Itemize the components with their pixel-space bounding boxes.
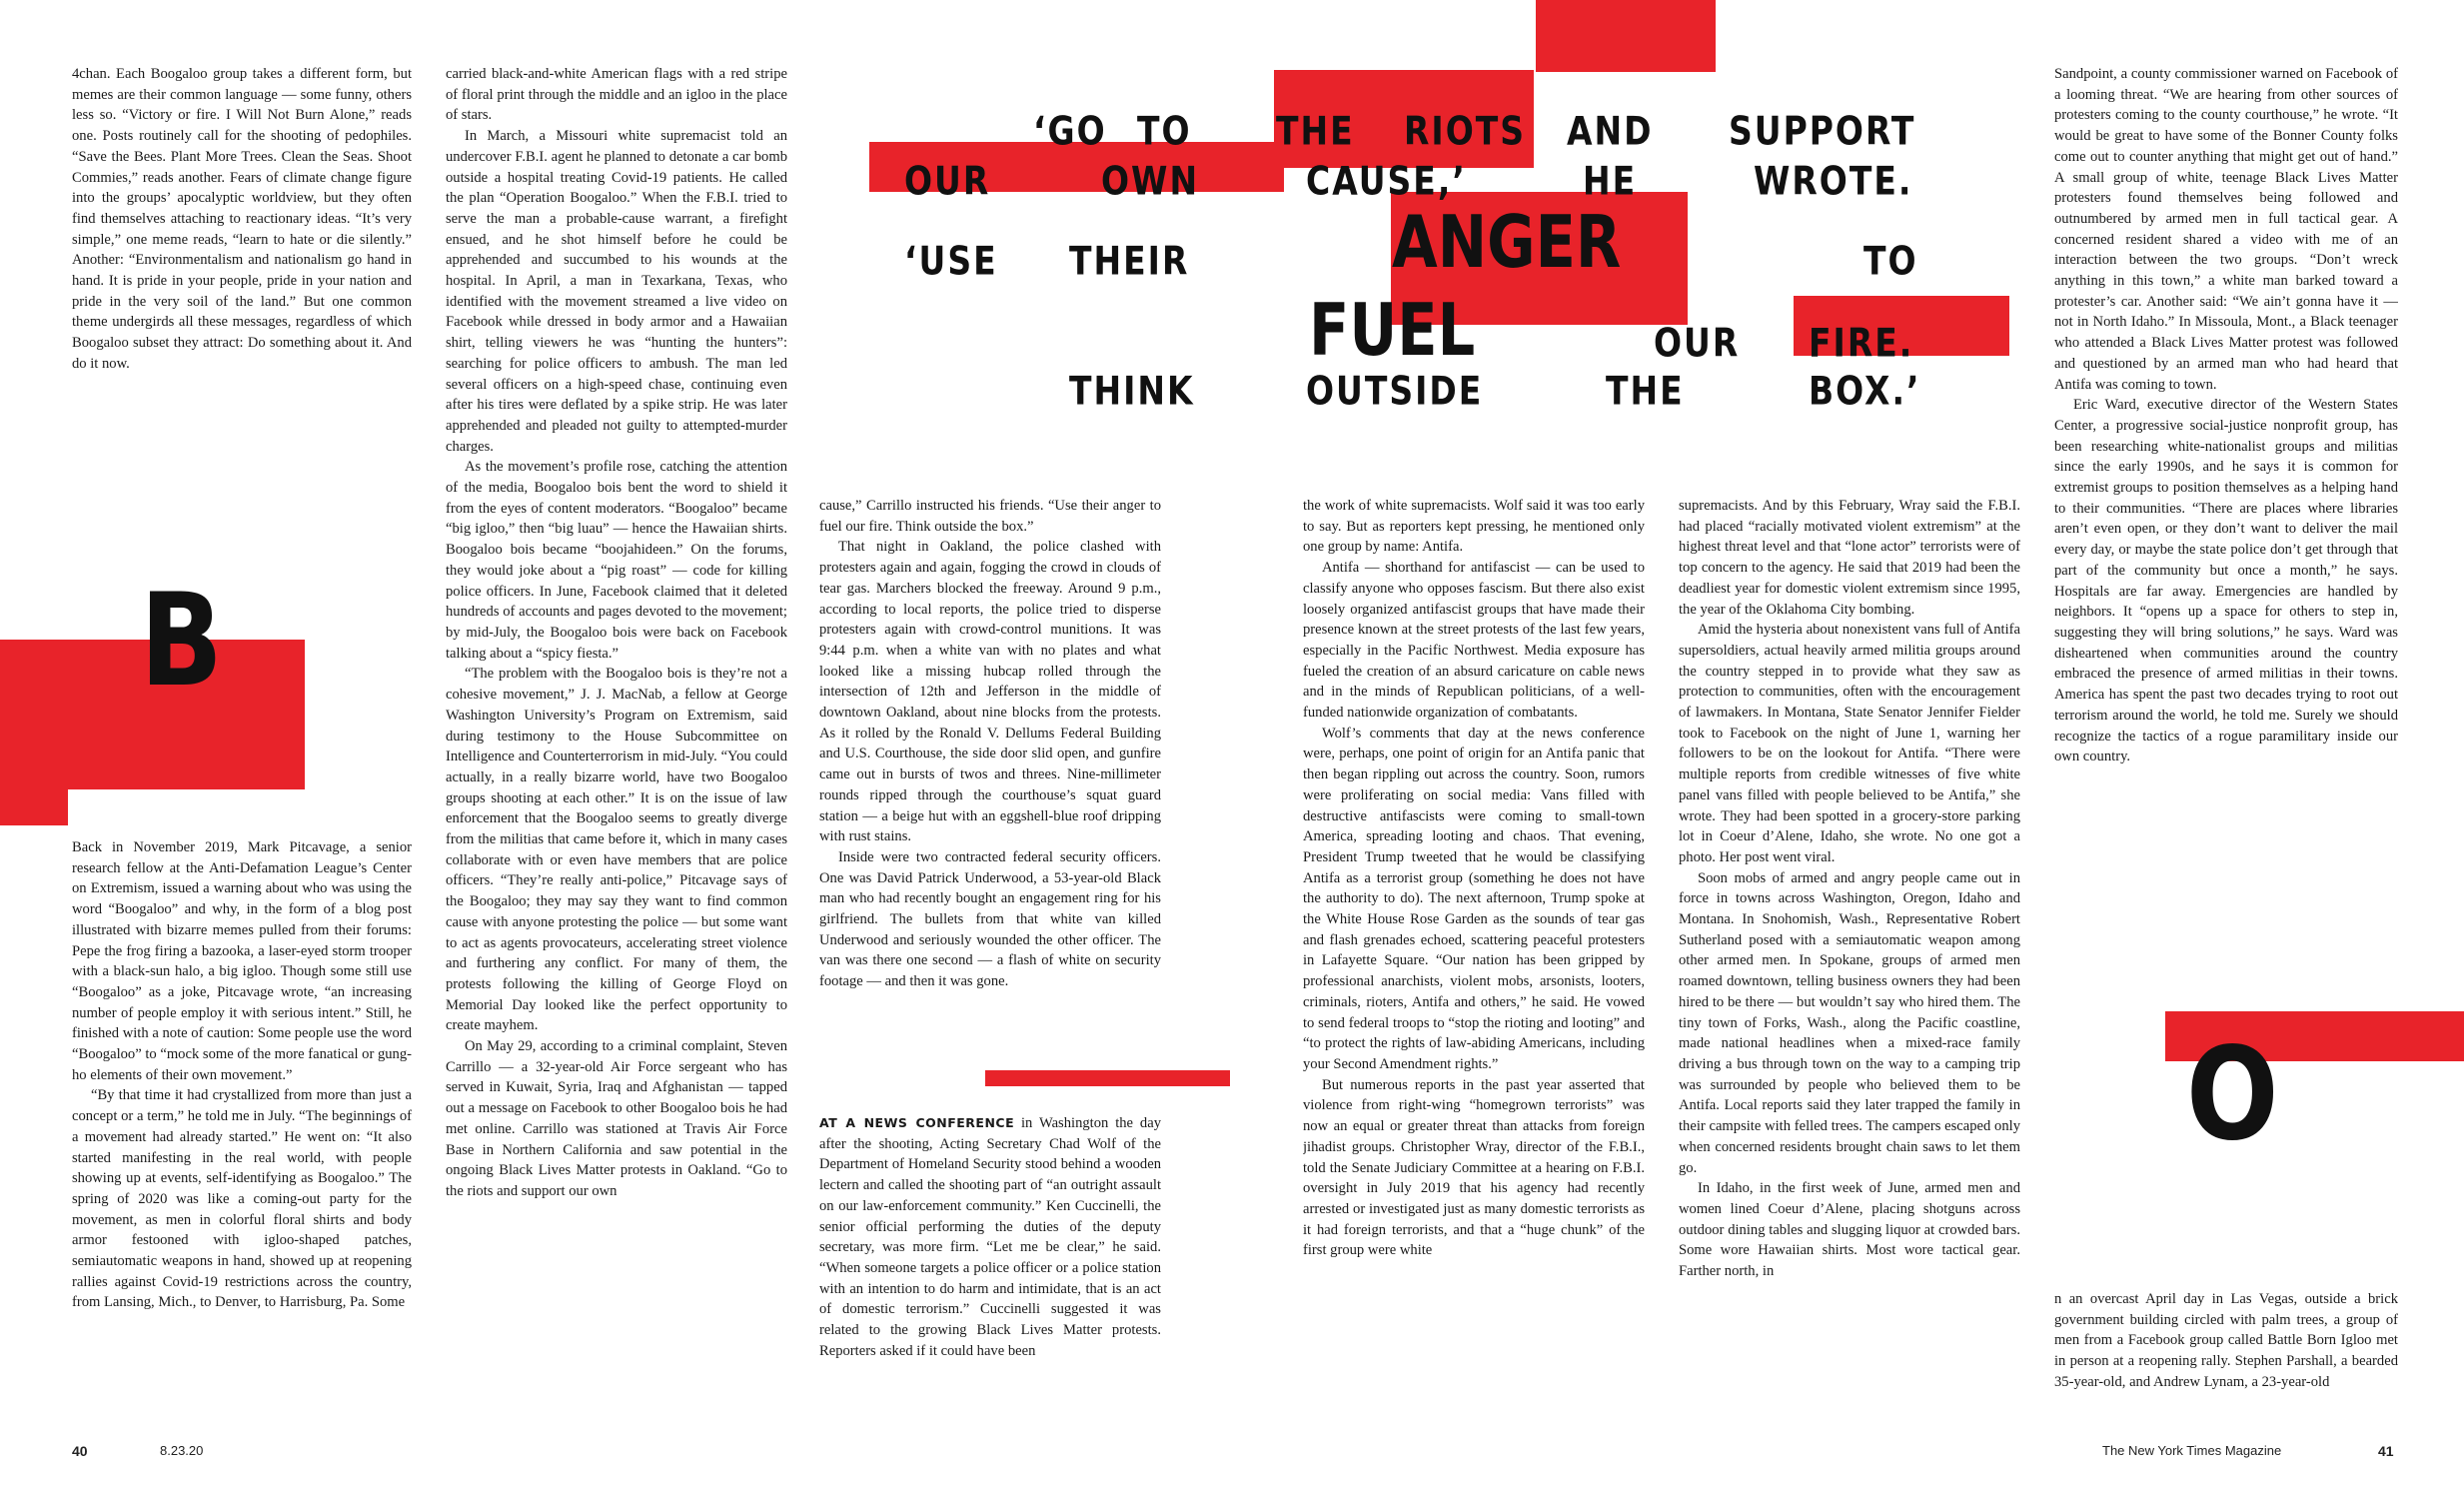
paragraph: n an overcast April day in Las Vegas, outside a brick government building circled with palm trees, a group of men from a Facebook group called Battle Born Igloo met in person at a reopening rally. Stephen Parshall, a bearded 35-year-old, and Andrew Lynam, a 23-year-old	[2054, 1291, 2398, 1390]
paragraph: That night in Oakland, the police clashed with protesters again and again, fogging the crowd in clouds of tear gas. Marchers blocked the freeway. Around 9 p.m., according to local reports, the police tried to disperse protesters again with crowd-control munitions. It was 9:44 p.m. when a white van with no plates and what looked like a missing hubcap rolled through the intersection of 12th and Jefferson in the middle of downtown Oakland, about nine blocks from the protests. As it rolled by the Ronald V. Dellums Federal Building and U.S. Courthouse, the side door slid open, and gunfire came out in bursts of twos and threes. Nine-millimeter rounds ripped through the courthouse’s squat guard station — a beige hut with an eggshell-blue roof dripping with rust stains.	[819, 539, 1161, 845]
publication-name: The New York Times Magazine	[2102, 1443, 2282, 1458]
paragraph: supremacists. And by this February, Wray said the F.B.I. had placed “racially motivated violent extremism” at the highest threat level and that “lone actor” terrorists were of top concern to the agency. He said that 2019 had been the deadliest year for domestic violent extremism since 1995, the year of the Oklahoma City bombing.	[1679, 498, 2020, 618]
pull-quote-word: WROTE.	[1754, 158, 1913, 205]
pull-quote-word: FIRE.	[1809, 320, 1914, 367]
section-lead-in: AT A NEWS CONFERENCE	[819, 1115, 1015, 1130]
pull-quote-word: HE	[1583, 158, 1638, 205]
pull-quote-word: THEIR	[1069, 238, 1190, 285]
pull-quote-word: BOX.’	[1809, 368, 1921, 415]
pull-quote-anger: ANGER	[1392, 200, 1622, 284]
paragraph: Antifa — shorthand for antifascist — can be used to classify anyone who opposes fascism. But there also exist loosely organized antifascist groups that have made their presence known at the street protests of the last few years, especially in the Pacific Northwest. Media exposure has fueled the creation of an absurd caricature on cable news and in the minds of Republican politicians, of a well-funded nationwide organization of combatants.	[1303, 560, 1645, 722]
paragraph: “By that time it had crystallized from more than just a concept or a term,” he told me in July. “The beginnings of a movement had already started.” He went on: “It also started manifesting in the real world, with people showing up at events, self-identifying as Boogaloo.” The spring of 2020 was like a coming-out party for the movement, as men in colorful floral shirts and body armor festooned with igloo-shaped patches, semiautomatic weapons in hand, showed up at reopening rallies against Covid-19 restrictions across the country, from Lansing, Mich., to Denver, to Harrisburg, Pa. Some	[72, 1087, 412, 1311]
pull-quote-word: OUR	[904, 158, 991, 205]
pull-quote-word: RIOTS	[1404, 108, 1527, 155]
paragraph: Amid the hysteria about nonexistent vans full of Antifa supersoldiers, actual heavily armed militia groups around the country stepped in to provide what they saw as protection to communities, often with the encouragement of lawmakers. In Montana, State Senator Jennifer Fielder took to Facebook on the night of June 1, warning her followers to be on the lookout for Antifa. “There were multiple reports from credible witnesses of five white panel vans filled with people believed to be Antifa,” she wrote. They had been spotted in a grocery-store parking lot in Coeur d’Alene, Idaho, she wrote. No one got a photo. Her post went viral.	[1679, 622, 2020, 865]
pull-quote-word: THE	[1606, 368, 1685, 415]
body-column-3-bottom	[819, 1113, 1161, 1421]
pull-quote-word: AND	[1567, 108, 1654, 155]
body-column-1-top	[72, 64, 412, 440]
paragraph: carried black-and-white American flags with a red stripe of floral print through the middle and an igloo in the place of stars.	[446, 66, 787, 124]
paragraph: Wolf’s comments that day at the news conference were, perhaps, one point of origin for an Antifa panic that then began rippling out across the country. Soon, rumors were proliferating on social media: Vans filled with destructive antifascists were coming to small-town America, spreading looting and chaos. That evening, President Trump tweeted that he would be classifying Antifa as a terrorist group (something he does not have the authority to do). The next afternoon, Trump spoke at the White House Rose Garden as the sounds of tear gas and flash grenades echoed, scattering peaceful protesters in Lafayette Square. “Our nation has been gripped by professional anarchists, violent mobs, arsonists, looters, criminals, rioters, Antifa and others,” he said. He vowed to send federal troops to “stop the rioting and looting” and “to protect the rights of law-abiding Americans, including your Second Amendment rights.”	[1303, 725, 1645, 1072]
paragraph: Soon mobs of armed and angry people came out in force in towns across Washington, Oregon, Idaho and Montana. In Snohomish, Wash., Representative Robert Sutherland posed with a semiautomatic weapon among other armed men. In Spokane, groups of armed men roamed downtown, telling business owners they had been hired to be there — but wouldn’t say who hired them. The tiny town of Forks, Wash., along the Pacific coastline, made national headlines when a mixed-race family driving a bus through town on the way to a camping trip was surrounded by people who believed them to be Antifa. Local reports said they later trapped the family in their campsite with felled trees. The campers escaped only when concerned residents brought chain saws to let them go.	[1679, 869, 2020, 1176]
drop-cap-b: B	[140, 567, 223, 716]
paragraph: cause,” Carrillo instructed his friends. “Use their anger to fuel our fire. Think outside the box.”	[819, 498, 1161, 535]
drop-cap-o: O	[2186, 1020, 2279, 1169]
body-column-6-top	[2054, 64, 2398, 893]
paragraph: In March, a Missouri white supremacist told an undercover F.B.I. agent he planned to detonate a car bomb outside a hospital treating Covid-19 patients. He called the plan “Operation Boogaloo.” When the F.B.I. tried to serve the man a probable-cause warrant, a firefight ensued, and he shot himself before he could be apprehended and succumbed to his wounds at the hospital. In April, a man in Texarkana, Texas, who identified with the movement streamed a live video on Facebook while dressed in body armor and a Hawaiian shirt, telling viewers he was “hunting the hunters”: searching for police officers to ambush. The man led several officers on a high-speed chase, continuing even after his tires were deflated by a spike strip. He was later apprehended and pleaded not guilty to attempted-murder charges.	[446, 128, 787, 455]
paragraph	[819, 1113, 1161, 1361]
body-column-1-bottom	[72, 837, 412, 1421]
paragraph: But numerous reports in the past year asserted that violence from right-wing “homegrown terrorists” was now an equal or greater threat than attacks from foreign jihadist groups. Christopher Wray, director of the F.B.I., told the Senate Judiciary Committee at a hearing on F.B.I. oversight in July 2019 that his agency had recently arrested or investigated just as many domestic terrorists as it had foreign terrorists, and that a “huge chunk” of the first group were white	[1303, 1076, 1645, 1259]
paragraph: In Idaho, in the first week of June, armed men and women lined Coeur d’Alene, placing shotguns across outdoor dining tables and slugging liquor at crowded bars. Some wore Hawaiian shirts. Most wore tactical gear. Farther north, in	[1679, 1180, 2020, 1280]
body-column-6-bottom	[2054, 1289, 2398, 1421]
pull-quote-word: ‘GO	[1033, 108, 1107, 155]
paragraph: On May 29, according to a criminal complaint, Steven Carrillo — a 32-year-old Air Force sergeant who has served in Kuwait, Syria, Iraq and Afghanistan — tapped out a message on Facebook to other Boogaloo bois he had met online. Carrillo was stationed at Travis Air Force Base in Northern California and saw potential in the ongoing Black Lives Matter protests in Oakland. “Go to the riots and support our own	[446, 1038, 787, 1199]
pull-quote-word: TO	[1137, 108, 1192, 155]
pull-quote-word: CAUSE,’	[1306, 158, 1467, 205]
paragraph-text: in Washington the day after the shooting, Acting Secretary Chad Wolf of the Department of Homeland Security stood behind a wooden lectern and called the shooting part of “an outright assault on our law-enforcement community.” Ken Cuccinelli, the senior official performing the duties of the deputy secretary, was more firm. “Let me be clear,” he said. “When someone targets a police officer or a police station with an intention to do harm and intimidate, that is an act of domestic terrorism.” Cuccinelli suggested it was related to the growing Black Lives Matter protests. Reporters asked if it could have been	[819, 1115, 1161, 1359]
pull-quote-word: THINK	[1069, 368, 1195, 415]
pull-quote-word: OWN	[1101, 158, 1200, 205]
paragraph: Back in November 2019, Mark Pitcavage, a senior research fellow at the Anti-Defamation League’s Center on Extremism, issued a warning about who was using the word “Boogaloo” and why, in the form of a blog post illustrated with bizarre memes pulled from their forums: Pepe the frog firing a bazooka, a laser-eyed storm trooper with a black-sun halo, a big igloo. Though some still use “Boogaloo” as a joke, Pitcavage wrote, “an increasing number of people employ it with serious intent.” Still, he finished with a note of caution: Some people use the word “Boogaloo” to “mock some of the more fanatical or gung-ho elements of their own movement.”	[72, 839, 412, 1083]
right-page-number: 41	[2378, 1443, 2394, 1459]
paragraph: Eric Ward, executive director of the Western States Center, a progressive social-justice nonprofit group, has been researching white-nationalist groups and militias since the early 1990s, and he says it is common for extremist groups to position themselves as a helping hand to their communities. “There are places where libraries aren’t even open, or they don’t want to deliver the mail every day, or maybe the state police don’t get through that part of the community but once a month,” he says. Hospitals are far away. Emergencies are handled by neighbors. It “opens up a space for others to step in, suggesting they will bring solutions,” he says. Ward was disheartened when communities around the country embraced the presence of armed militias in their towns. America has spent the past two decades trying to root out terrorism around the world, he told me. Surely we should recognize the tactics of a rogue paramilitary inside our own country.	[2054, 397, 2398, 765]
pull-quote-word: ‘USE	[904, 238, 998, 285]
paragraph: the work of white supremacists. Wolf said it was too early to say. But as reporters kept pressing, he mentioned only one group by name: Antifa.	[1303, 498, 1645, 556]
pull-quote-word: TO	[1863, 238, 1918, 285]
body-column-4	[1303, 496, 1645, 1421]
pull-quote-word: OUR	[1654, 320, 1741, 367]
red-block-dropcap-b-lower	[0, 789, 68, 825]
red-block-top-right	[1536, 0, 1716, 72]
paragraph: 4chan. Each Boogaloo group takes a different form, but memes are their common language — some funny, others less so. “Victory or fire. I Will Not Burn Alone,” reads one. Posts routinely call for the shooting of pedophiles. “Save the Bees. Plant More Trees. Clean the Seas. Shoot Commies,” reads another. Fears of climate change figure into the groups’ apocalyptic worldview, but they often find themselves attaching to reactionary ideas. “It’s very simple,” one meme reads, “learn to hate or die silently.” Another: “Environmentalism and nationalism go hand in hand. It is pride in your people, pride in your nation and pride in the very soil of the land.” But one common theme undergirds all these messages, regardless of which Boogaloo subset they attract: Do something about it. And do it now.	[72, 66, 412, 372]
pull-quote-fuel: FUEL	[1309, 288, 1476, 372]
paragraph: “The problem with the Boogaloo bois is they’re not a cohesive movement,” J. J. MacNab, a fellow at George Washington University’s Program on Extremism, said during testimony to the House Subcommittee on Intelligence and Counterterrorism in mid-July. “You could actually, in a really bizarre world, have two Boogaloo groups shooting at each other.” It is on the issue of law enforcement that the Boogaloo seems to greatly diverge from the militias that came before it, which in many cases collaborate with or even have members that are police officers. “They’re really anti-police,” Pitcavage says of the Boogaloo; they may say they want to find common cause with anyone protesting the police — but some want to act as agents provocateurs, accelerating street violence and furthering any conflict. For many of them, the protests following the killing of George Floyd on Memorial Day looked like the perfect opportunity to create mayhem.	[446, 666, 787, 1034]
left-page-number: 40	[72, 1443, 88, 1459]
pull-quote-word: OUTSIDE	[1306, 368, 1484, 415]
red-rule-gone	[985, 1070, 1230, 1086]
body-column-5	[1679, 496, 2020, 1421]
body-column-2	[446, 64, 787, 1421]
body-column-3-top	[819, 496, 1161, 1069]
pull-quote-word: SUPPORT	[1729, 108, 1916, 155]
paragraph: Inside were two contracted federal security officers. One was David Patrick Underwood, a 53-year-old Black man who had recently bought an engagement ring for his girlfriend. The bullets from that white van killed Underwood and seriously wounded the other officer. The van was there one second — a flash of white on security footage — and then it was gone.	[819, 848, 1161, 990]
paragraph: As the movement’s profile rose, catching the attention of the media, Boogaloo bois bent the word to shield it from the eyes of content moderators. “Boogaloo” became “big igloo,” then “big luau” — hence the Hawaiian shirts. Boogaloo bois became “boojahideen.” On the forums, they would joke about a “pig roast” — code for killing police officers. In June, Facebook claimed that it deleted hundreds of accounts and pages devoted to the movement; by mid-July, the Boogaloo bois were back on Facebook talking about a “spicy fiesta.”	[446, 459, 787, 662]
pull-quote-word: THE	[1276, 108, 1355, 155]
issue-date: 8.23.20	[160, 1443, 204, 1458]
paragraph: Sandpoint, a county commissioner warned on Facebook of a looming threat. “We are hearing from other sources of protesters coming to the county courthouse,” he wrote. “It would be great to have some of the Bonner County folks come out to counter anything that might get out of hand.” A small group of white, teenage Black Lives Matter protesters found themselves being followed and outnumbered by armed men in full tactical gear. A concerned resident shared a video with me of an interaction between the two groups. “Don’t wreck anything in this town,” a white man barked toward a protester’s car. Another said: “We ain’t gonna have it — not in North Idaho.” In Missoula, Mont., a Black teenager who attended a Black Lives Matter protest was followed and questioned by an armed man who had heard that Antifa was coming to town.	[2054, 66, 2398, 393]
